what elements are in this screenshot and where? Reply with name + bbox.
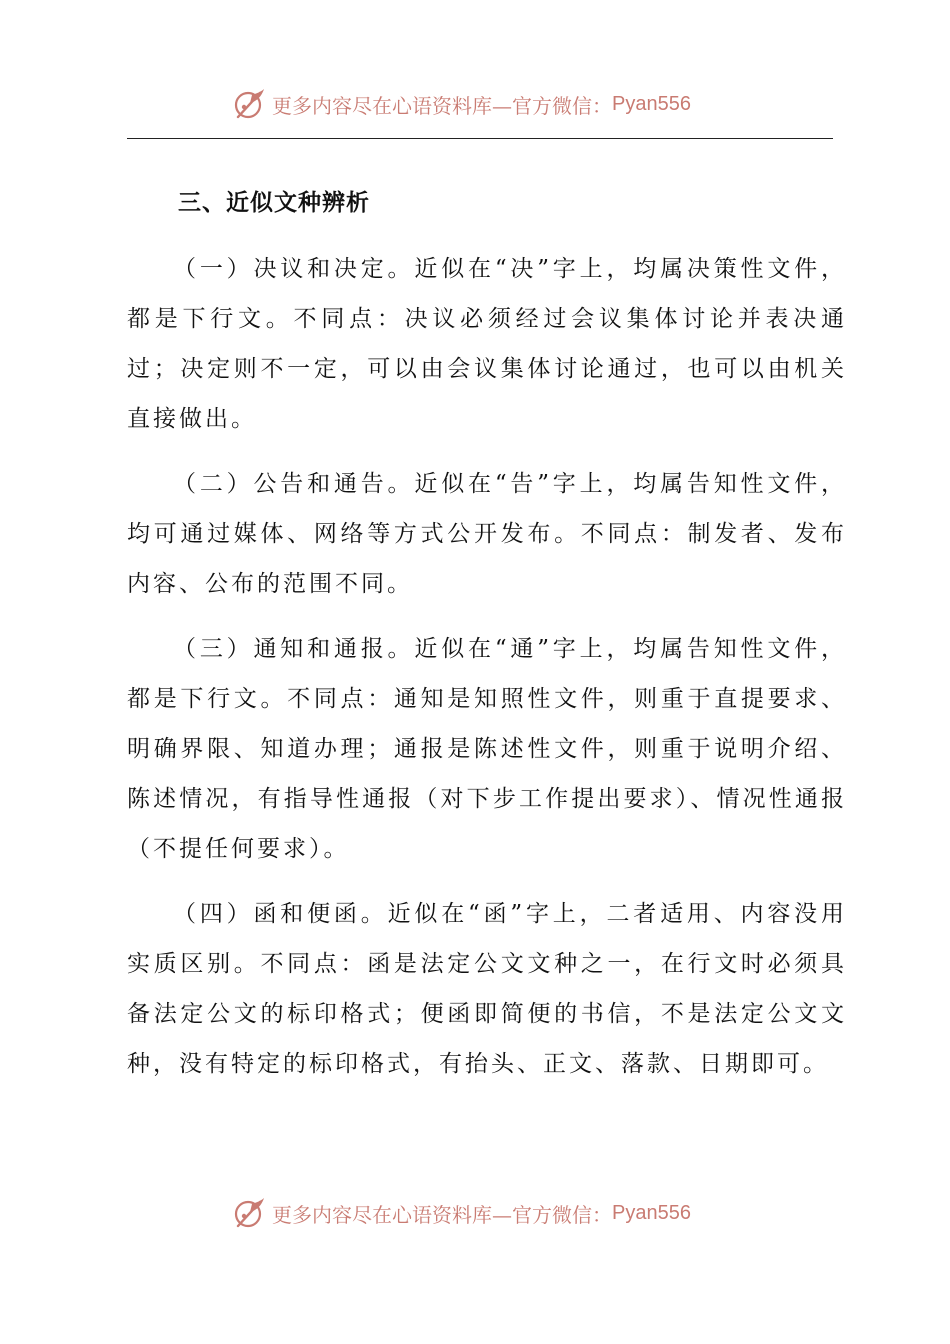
watermark-text: 更多内容尽在心语资料库—官方微信： xyxy=(272,93,612,118)
paragraph-body: 近似在“函”字上，二者适用、内容没用实质区别。不同点：函是法定公文文种之一，在行文时必须具备法定公文的标印格式；便函即简便的书信，不是法定公文文种，没有特定的标印格式，有抬头、正文、落款、日期即可。 xyxy=(127,901,847,1077)
watermark-wechat-id: Pyan556 xyxy=(612,92,691,115)
paragraph-lead: （一）决议和决定。 xyxy=(173,256,415,282)
paragraph-notification-bulletin xyxy=(127,624,847,874)
paragraph-body: 近似在“通”字上，均属告知性文件，都是下行文。不同点：通知是知照性文件，则重于直提要求、明确界限、知道办理；通报是陈述性文件，则重于说明介绍、陈述情况，有指导性通报（对下步工作提出要求）、情况性通报（不提任何要求）。 xyxy=(127,636,847,862)
paragraph-body: 近似在“决”字上，均属决策性文件，都是下行文。不同点：决议必须经过会议集体讨论并表决通过；决定则不一定，可以由会议集体讨论通过，也可以由机关直接做出。 xyxy=(127,256,847,432)
paragraph-announcement-notice xyxy=(127,459,847,609)
feather-pen-logo-icon xyxy=(232,1196,266,1230)
paragraph-resolution-decision xyxy=(127,244,847,444)
paragraph-lead: （四）函和便函。 xyxy=(173,901,388,927)
header-watermark xyxy=(232,84,691,124)
feather-pen-logo-icon xyxy=(232,87,266,121)
paragraph-lead: （二）公告和通告。 xyxy=(173,471,415,497)
paragraph-letter-informal-letter xyxy=(127,889,847,1089)
watermark-wechat-id: Pyan556 xyxy=(612,1201,691,1224)
paragraph-body: 近似在“告”字上，均属告知性文件，均可通过媒体、网络等方式公开发布。不同点：制发者、发布内容、公布的范围不同。 xyxy=(127,471,847,597)
footer-watermark xyxy=(232,1193,691,1233)
paragraph-lead: （三）通知和通报。 xyxy=(173,636,415,662)
watermark-text: 更多内容尽在心语资料库—官方微信： xyxy=(272,1202,612,1227)
section-title: 三、近似文种辨析 xyxy=(178,190,370,216)
header-divider xyxy=(127,138,833,139)
